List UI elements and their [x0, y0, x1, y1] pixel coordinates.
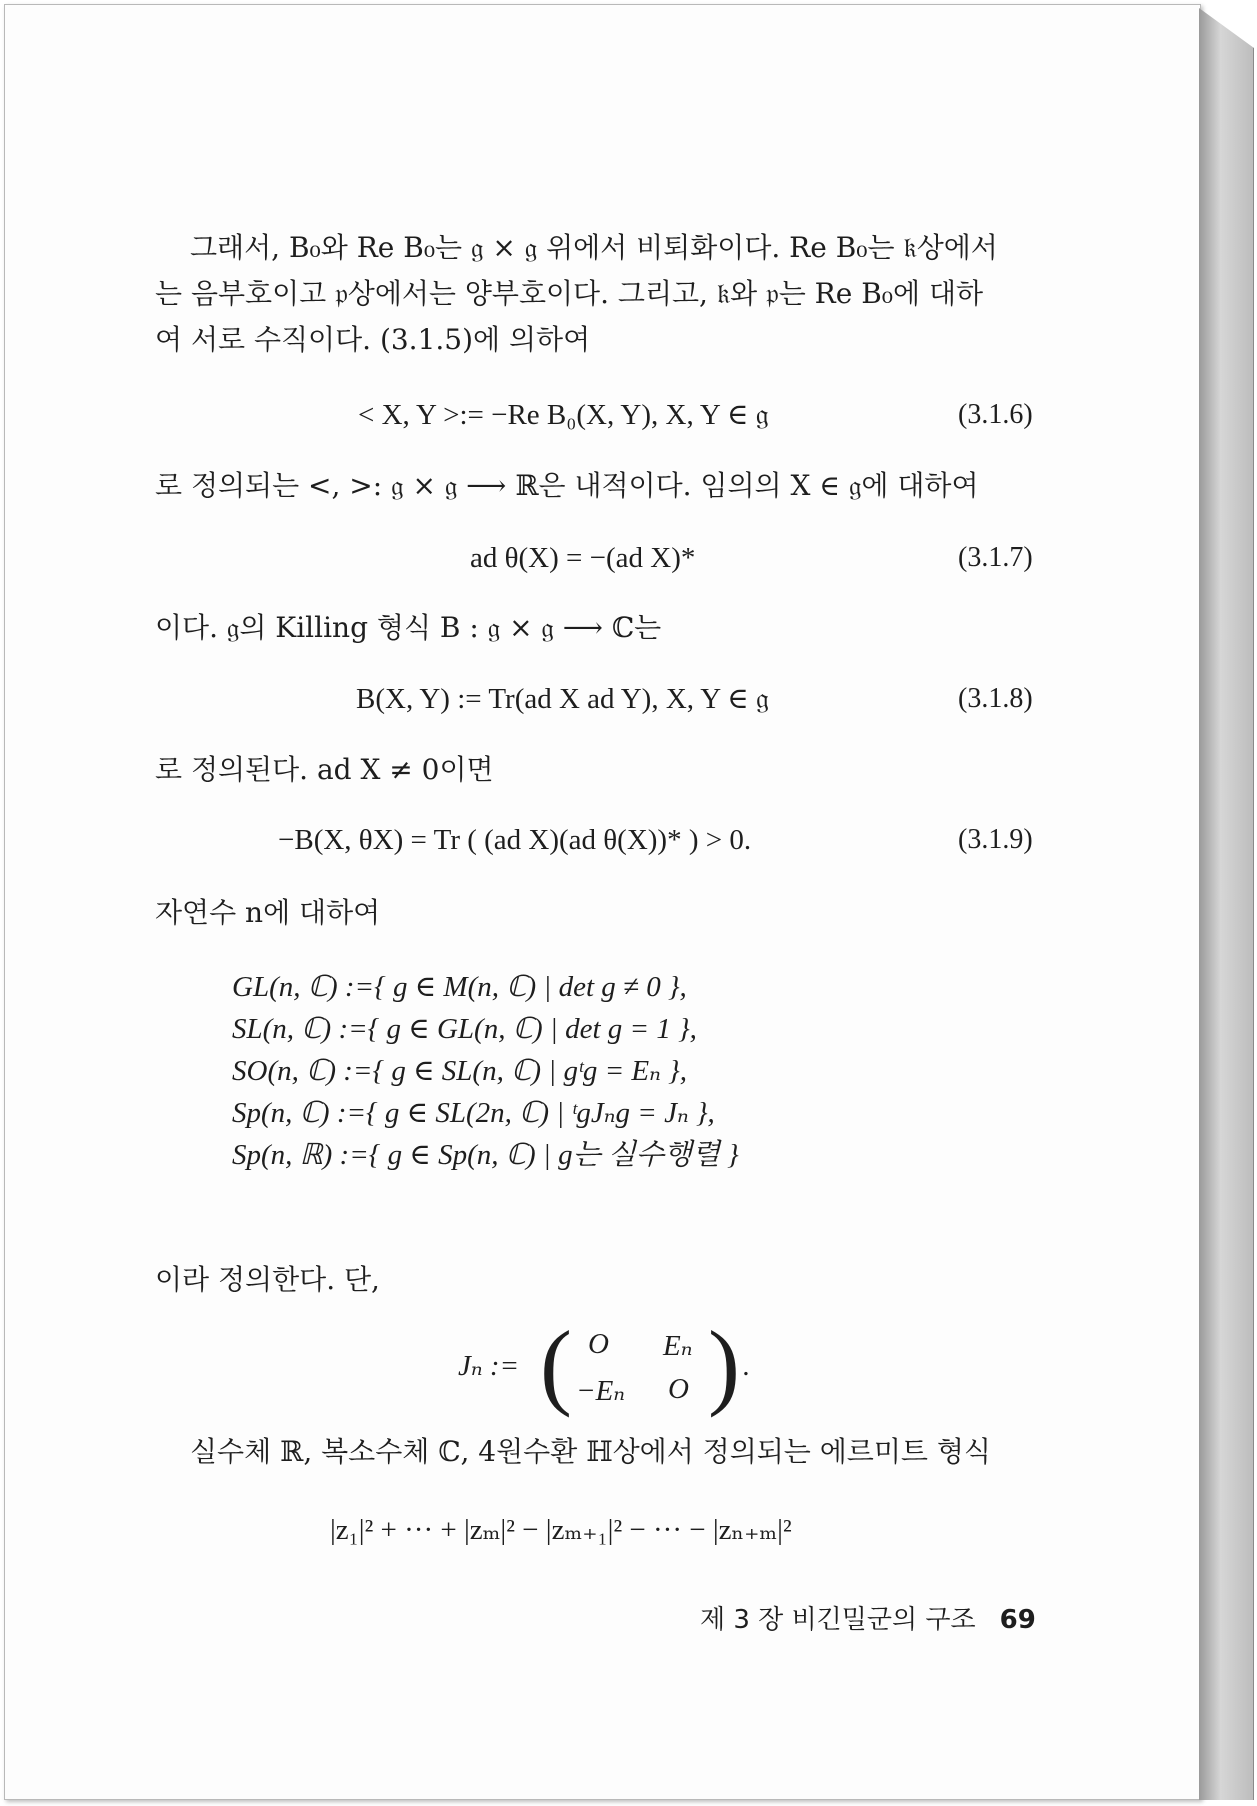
matrix-period: .	[743, 1350, 751, 1382]
text-after-eq6: 로 정의되는 <, >: 𝔤 × 𝔤 ⟶ ℝ은 내적이다. 임의의 X ∈ 𝔤에 대하여	[155, 469, 979, 502]
left-paren: (	[540, 1311, 572, 1418]
text-after-eq9: 자연수 n에 대하여	[155, 896, 381, 929]
group-definitions	[232, 966, 739, 1176]
matrix-a22: O	[668, 1373, 689, 1405]
definition-sl: SL(n, ℂ) :={ g ∈ GL(n, ℂ) | det g = 1 },	[232, 1013, 697, 1045]
paragraph1-line2: 는 음부호이고 𝔭상에서는 양부호이다. 그리고, 𝔨와 𝔭는 Re B₀에 대하	[155, 277, 984, 310]
equation-3-1-9: −B(X, θX) = Tr ( (ad X)(ad θ(X))* ) > 0.	[278, 824, 752, 856]
paragraph1-line1: 그래서, B₀와 Re B₀는 𝔤 × 𝔤 위에서 비퇴화이다. Re B₀는 𝔨상에서	[190, 231, 998, 264]
matrix-lhs: Jₙ :=	[458, 1350, 520, 1382]
equation-number-3-1-6: (3.1.6)	[958, 399, 1033, 430]
paragraph1-line3: 여 서로 수직이다. (3.1.5)에 의하여	[155, 323, 591, 356]
equation-3-1-7: ad θ(X) = −(ad X)*	[470, 542, 696, 574]
definition-sp-real: Sp(n, ℝ) :={ g ∈ Sp(n, ℂ) | g는 실수행렬 }	[232, 1139, 739, 1171]
definition-so: SO(n, ℂ) :={ g ∈ SL(n, ℂ) | gᵗg = Eₙ },	[232, 1055, 687, 1087]
paragraph2: 실수체 ℝ, 복소수체 ℂ, 4원수환 ℍ상에서 정의되는 에르미트 형식	[190, 1435, 991, 1468]
text-after-eq7: 이다. 𝔤의 Killing 형식 B : 𝔤 × 𝔤 ⟶ ℂ는	[155, 611, 662, 644]
equation-number-3-1-8: (3.1.8)	[958, 683, 1033, 714]
equation-3-1-6: < X, Y >:= −Re B₀(X, Y), X, Y ∈ 𝔤	[358, 399, 769, 431]
equation-number-3-1-7: (3.1.7)	[958, 542, 1033, 573]
hermitian-form: |z₁|² + ··· + |zₘ|² − |zₘ₊₁|² − ··· − |zₙ₊ₘ|²	[330, 1514, 792, 1546]
page-stack-edge	[1199, 8, 1254, 1800]
definition-sp-complex: Sp(n, ℂ) :={ g ∈ SL(2n, ℂ) | ᵗgJₙg = Jₙ },	[232, 1097, 715, 1129]
page-number: 69	[999, 1605, 1036, 1635]
matrix-a12: Eₙ	[663, 1330, 693, 1362]
matrix-a21: −Eₙ	[576, 1375, 626, 1407]
equation-3-1-8: B(X, Y) := Tr(ad X ad Y), X, Y ∈ 𝔤	[356, 683, 769, 715]
equation-number-3-1-9: (3.1.9)	[958, 824, 1033, 855]
matrix-a11: O	[588, 1328, 609, 1360]
text-after-eq8: 로 정의된다. ad X ≠ 0이면	[155, 753, 494, 786]
jn-matrix	[458, 1311, 758, 1418]
chapter-title: 제 3 장 비긴밀군의 구조	[700, 1605, 976, 1635]
text-after-definitions: 이라 정의한다. 단,	[155, 1263, 380, 1296]
page-footer	[700, 1602, 1036, 1638]
right-paren: )	[708, 1311, 740, 1418]
definition-gl: GL(n, ℂ) :={ g ∈ M(n, ℂ) | det g ≠ 0 },	[232, 971, 687, 1003]
